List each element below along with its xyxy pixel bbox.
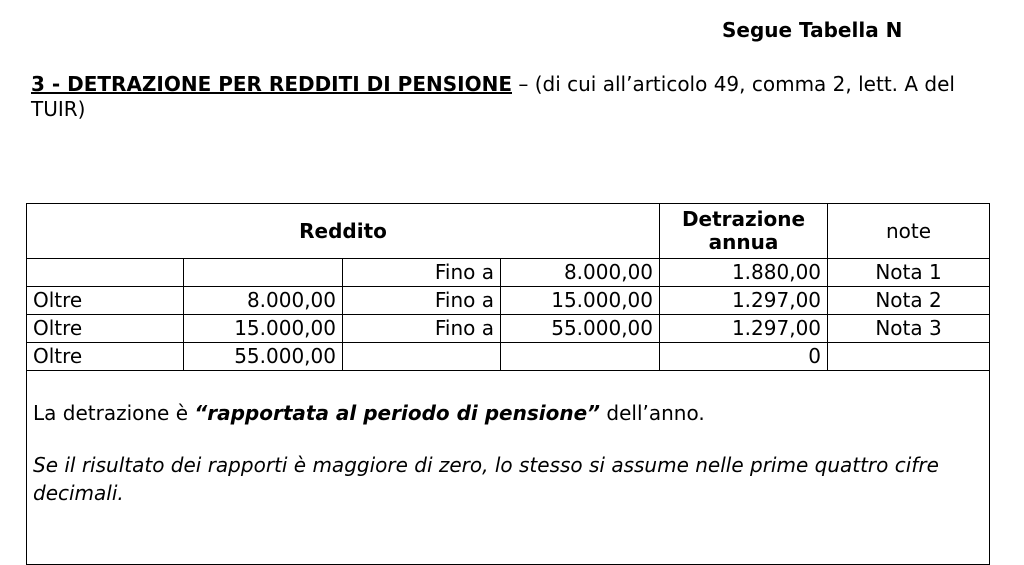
nota-value: Nota 2 [828, 287, 990, 315]
oltre-label [27, 259, 184, 287]
fino-label: Fino a [343, 259, 501, 287]
notes-row [27, 371, 990, 565]
section-reference: – (di cui all’articolo 49, comma 2, lett. A del TUIR) [31, 72, 955, 121]
table-row [27, 315, 990, 343]
note-1-emphasis: “rapportata al periodo di pensione” [194, 401, 601, 425]
detrazione-value: 1.880,00 [660, 259, 828, 287]
note-1-after: dell’anno. [600, 401, 705, 425]
fino-value: 55.000,00 [501, 315, 660, 343]
oltre-label: Oltre [27, 343, 184, 371]
detrazione-value: 0 [660, 343, 828, 371]
fino-value: 8.000,00 [501, 259, 660, 287]
table-row [27, 287, 990, 315]
nota-value: Nota 3 [828, 315, 990, 343]
nota-value [828, 343, 990, 371]
notes-cell [27, 371, 990, 565]
note-paragraph-1 [33, 399, 983, 427]
note-paragraph-2: Se il risultato dei rapporti è maggiore di zero, lo stesso si assume nelle prime quattro cifre decimali. [33, 453, 939, 505]
continuation-title: Segue Tabella N [722, 18, 903, 42]
section-title [31, 72, 981, 122]
table-row [27, 343, 990, 371]
deduction-table [26, 203, 990, 565]
oltre-label: Oltre [27, 315, 184, 343]
oltre-value: 15.000,00 [184, 315, 343, 343]
header-reddito: Reddito [27, 204, 660, 259]
oltre-value [184, 259, 343, 287]
detrazione-value: 1.297,00 [660, 287, 828, 315]
oltre-value: 55.000,00 [184, 343, 343, 371]
detrazione-value: 1.297,00 [660, 315, 828, 343]
oltre-value: 8.000,00 [184, 287, 343, 315]
oltre-label: Oltre [27, 287, 184, 315]
table-row [27, 259, 990, 287]
fino-value: 15.000,00 [501, 287, 660, 315]
note-1-before: La detrazione è [33, 401, 195, 425]
section-heading: 3 - DETRAZIONE PER REDDITI DI PENSIONE [31, 72, 512, 96]
fino-label: Fino a [343, 315, 501, 343]
table-header-row [27, 204, 990, 259]
header-note: note [828, 204, 990, 259]
header-detrazione: Detrazione annua [660, 204, 828, 259]
fino-value [501, 343, 660, 371]
fino-label [343, 343, 501, 371]
fino-label: Fino a [343, 287, 501, 315]
nota-value: Nota 1 [828, 259, 990, 287]
